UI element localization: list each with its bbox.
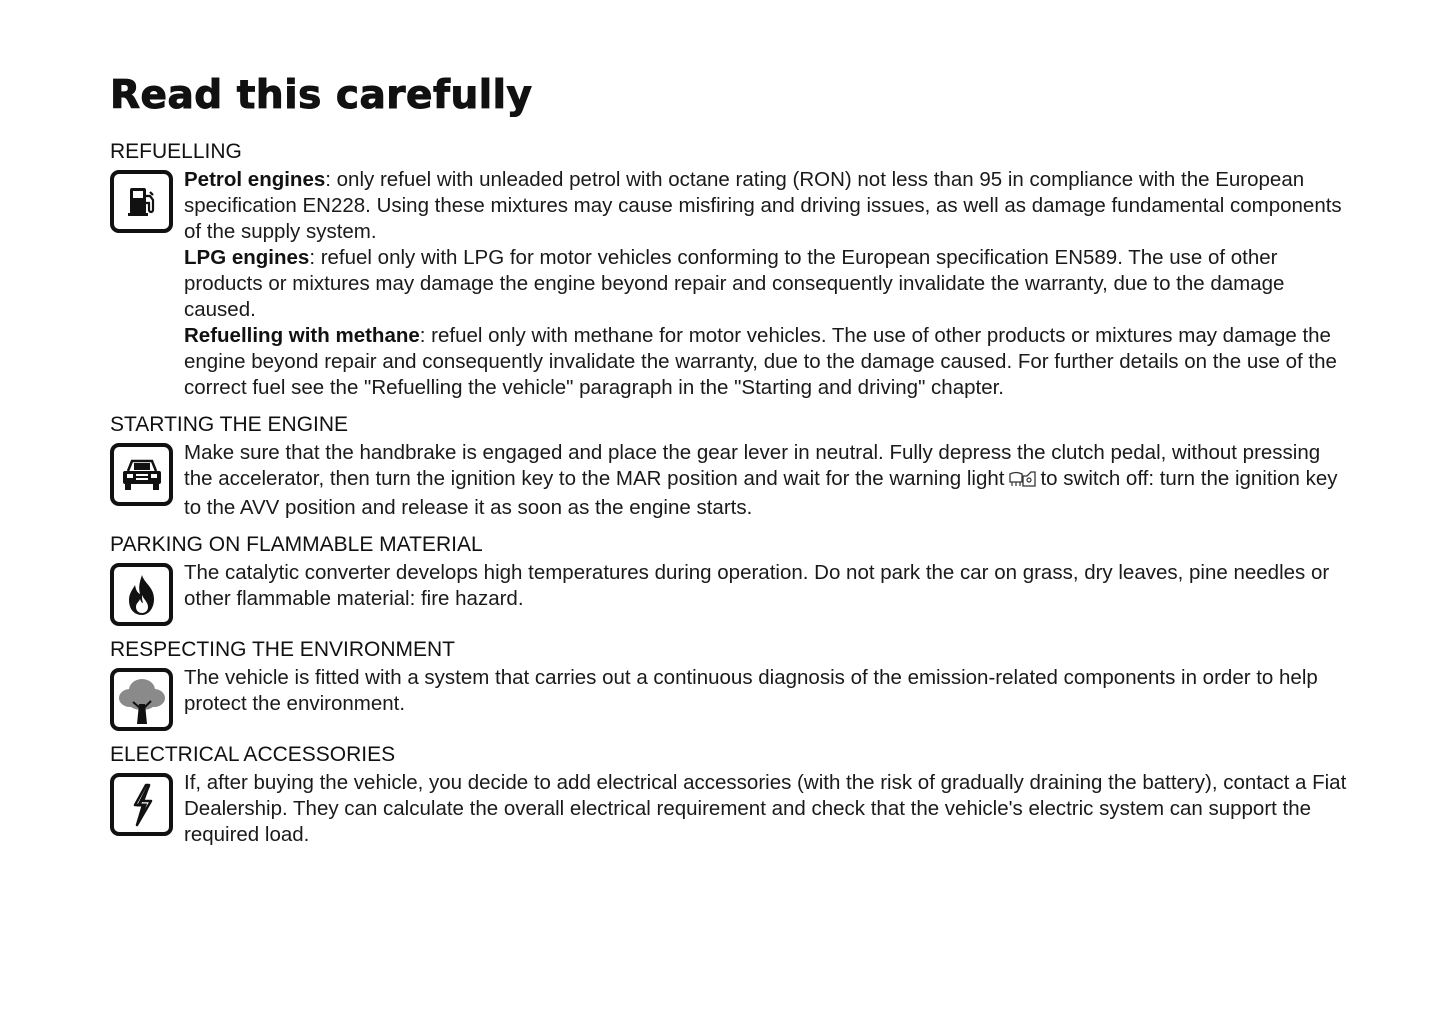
starting-body <box>184 440 1350 521</box>
car-front-icon <box>110 443 173 506</box>
section-heading: RESPECTING THE ENVIRONMENT <box>110 638 455 661</box>
page-title: Read this carefully <box>110 73 533 118</box>
methane-text: : refuel only with methane for motor vehicles. The use of other products or mixtures may damage the engine beyond repair and consequently invalidate the warranty, due to the damage caused. For further details on the use of the correct fuel see the "Refuelling the vehicle" paragraph in the "Starting and driving" chapter. <box>184 324 1337 399</box>
section-heading: STARTING THE ENGINE <box>110 413 349 436</box>
petrol-text: : only refuel with unleaded petrol with octane rating (RON) not less than 95 in compliance with the European specification EN228. Using these mixtures may cause misfiring and driving issues, as well as damage fundamental components of the supply system. <box>184 168 1342 243</box>
tree-icon <box>110 668 173 731</box>
starting-text-after: to switch off: turn the ignition key to the AVV position and release it as soon as the engine starts. <box>184 467 1338 519</box>
section-parking <box>110 533 1350 626</box>
flame-icon <box>110 563 173 626</box>
petrol-label: Petrol engines <box>184 168 326 191</box>
lpg-paragraph <box>184 245 1350 323</box>
starting-text-before: Make sure that the handbrake is engaged and place the gear lever in neutral. Fully depress the clutch pedal, without pressing the accelerator, then turn the ignition key to the MAR position and wait for the warning light <box>184 441 1321 490</box>
refuelling-body <box>184 167 1350 401</box>
section-heading: ELECTRICAL ACCESSORIES <box>110 743 396 766</box>
section-heading: REFUELLING <box>110 140 242 163</box>
methane-label: Refuelling with methane <box>184 324 420 347</box>
section-starting <box>110 413 1350 521</box>
section-heading: PARKING ON FLAMMABLE MATERIAL <box>110 533 483 556</box>
section-refuelling <box>110 140 1350 401</box>
lpg-text: : refuel only with LPG for motor vehicles conforming to the European specification EN589. The use of other products or mixtures may damage the engine beyond repair and consequently invalidate the warranty, due to the damage caused. <box>184 246 1285 321</box>
lightning-icon <box>110 773 173 836</box>
environment-body: The vehicle is fitted with a system that carries out a continuous diagnosis of the emission-related components in order to help protect the environment. <box>184 666 1318 715</box>
parking-body: The catalytic converter develops high temperatures during operation. Do not park the car on grass, dry leaves, pine needles or other flammable material: fire hazard. <box>184 561 1330 610</box>
section-environment <box>110 638 1350 731</box>
lpg-label: LPG engines <box>184 246 310 269</box>
fuel-pump-icon <box>110 170 173 233</box>
petrol-paragraph <box>184 167 1350 245</box>
section-electrical <box>110 743 1350 848</box>
electrical-body: If, after buying the vehicle, you decide to add electrical accessories (with the risk of gradually draining the battery), contact a Fiat Dealership. They can calculate the overall electrical requirement and check that the vehicle's electric system can support the required load. <box>184 771 1347 846</box>
warning-light-icon <box>1007 468 1037 495</box>
page <box>110 68 1350 860</box>
methane-paragraph <box>184 323 1350 401</box>
